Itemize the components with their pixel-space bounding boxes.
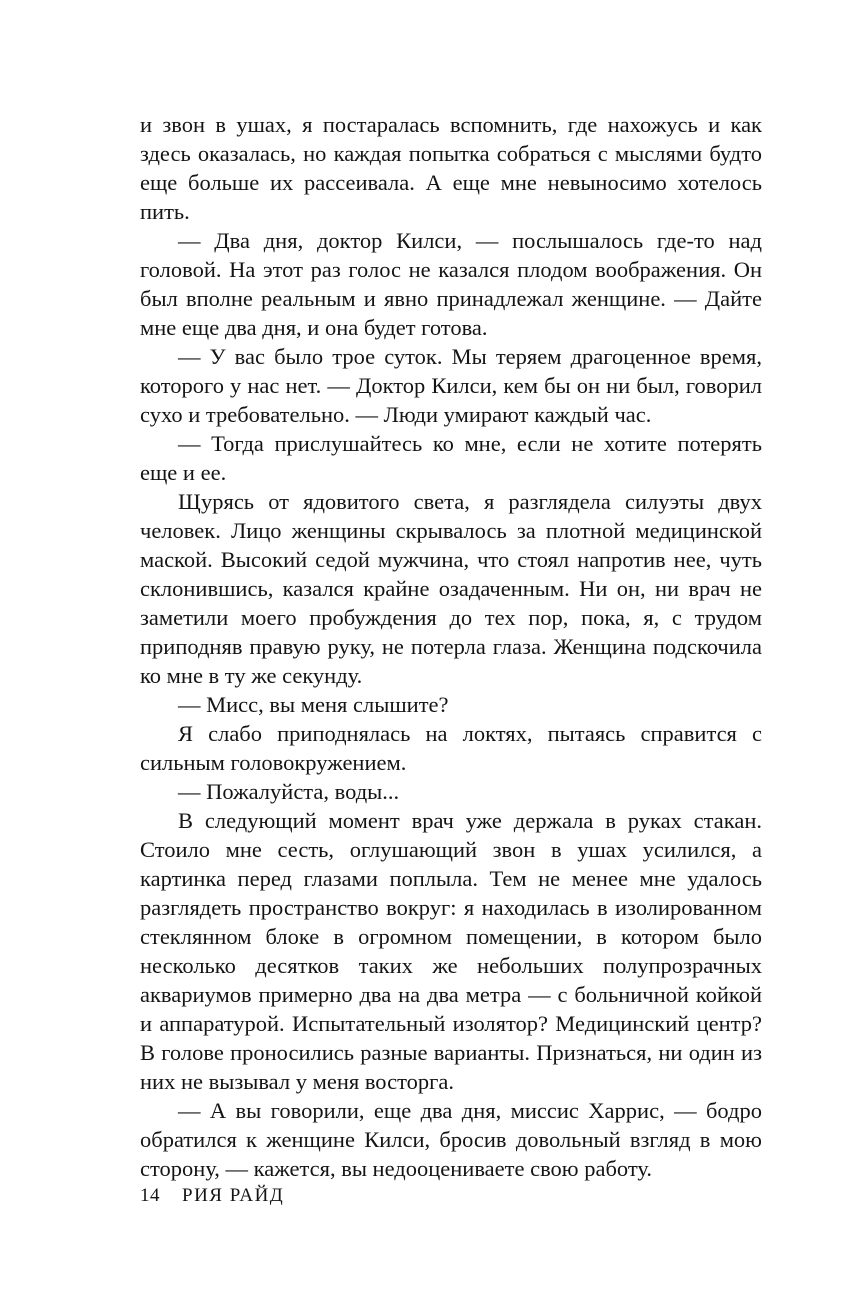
text-block [140,110,762,1183]
paragraph: — Два дня, доктор Килси, — послышалось где-то над головой. На этот раз голос не казался плодом воображения. Он был вполне реальным и явно принадлежал женщине. — Дайте мне еще два дня, и она будет готова. [140,228,762,340]
paragraph: — Тогда прислушайтесь ко мне, если не хотите потерять еще и ее. [140,431,762,485]
paragraph: и звон в ушах, я постаралась вспомнить, где нахожусь и как здесь оказалась, но каждая попытка собраться с мыслями будто еще больше их рассеивала. А еще мне невыносимо хотелось пить. [140,112,762,224]
page-number: 14 [140,1185,160,1206]
page-footer [140,1185,284,1207]
paragraph: — Пожалуйста, воды... [178,779,400,804]
paragraph: — Мисс, вы меня слышите? [178,692,449,717]
paragraph: Щурясь от ядовитого света, я разглядела силуэты двух человек. Лицо женщины скрывалось за плотной медицинской маской. Высокий седой мужчина, что стоял напротив нее, чуть склонившись, казался крайне озадаченным. Ни он, ни врач не заметили моего пробуждения до тех пор, пока, я, с трудом приподняв правую руку, не потерла глаза. Женщина подскочила ко мне в ту же секунду. [140,489,762,688]
paragraph: — А вы говорили, еще два дня, миссис Харрис, — бодро обратился к женщине Килси, бросив довольный взгляд в мою сторону, — кажется, вы недооцениваете свою работу. [140,1098,762,1181]
paragraph: Я слабо приподнялась на локтях, пытаясь справится с сильным головокружением. [140,721,762,775]
paragraph: — У вас было трое суток. Мы теряем драгоценное время, которого у нас нет. — Доктор Килси, кем бы он ни был, говорил сухо и требовательно. — Люди умирают каждый час. [140,344,762,427]
running-title-author: РИЯ РАЙД [182,1185,285,1206]
paragraph: В следующий момент врач уже держала в руках стакан. Стоило мне сесть, оглушающий звон в ушах усилился, а картинка перед глазами поплыла. Тем не менее мне удалось разглядеть пространство вокруг: я находилась в изолированном стеклянном блоке в огромном помещении, в котором было несколько десятков таких же небольших полупрозрачных аквариумов примерно два на два метра — с больничной койкой и аппаратурой. Испытательный изолятор? Медицинский центр? В голове проносились разные варианты. Признаться, ни один из них не вызывал у меня восторга. [140,808,762,1094]
